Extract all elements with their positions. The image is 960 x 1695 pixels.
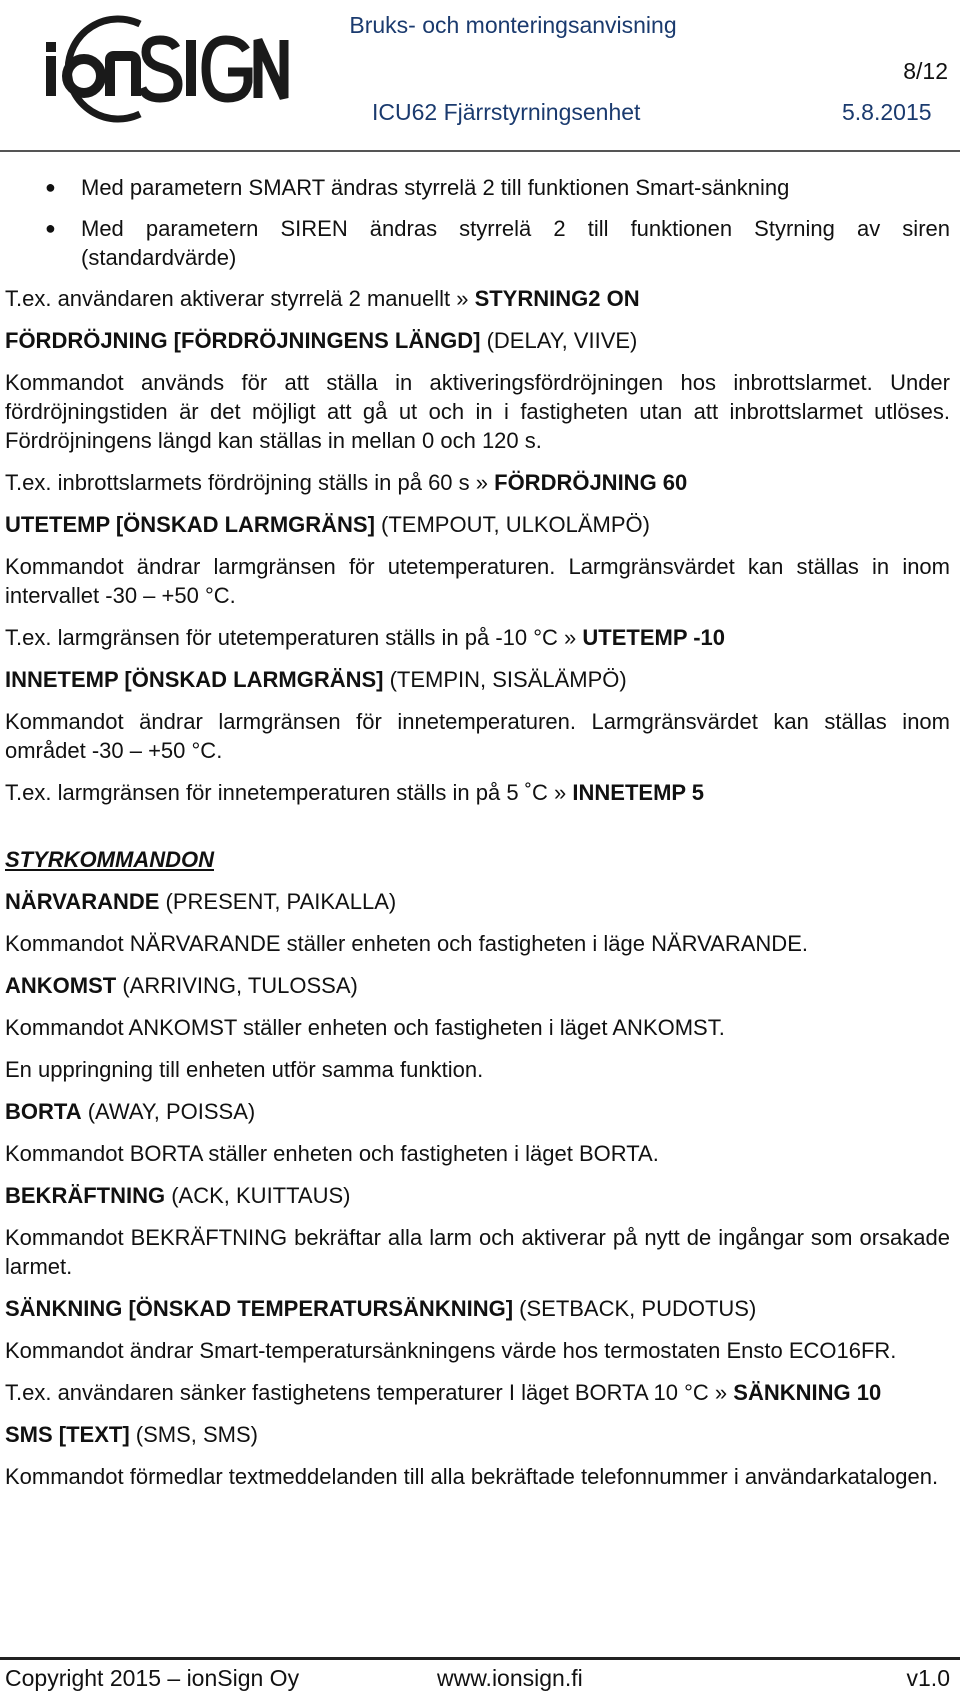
example-text: T.ex. larmgränsen för utetemperaturen ställs in på -10 °C » <box>5 625 583 650</box>
example-command: SÄNKNING 10 <box>733 1380 882 1405</box>
bullet-icon: ● <box>45 218 56 238</box>
command-heading <box>5 665 950 694</box>
section-heading: STYRKOMMANDON <box>5 847 214 872</box>
example-text: T.ex. användaren sänker fastighetens temperaturer I läget BORTA 10 °C » <box>5 1380 734 1405</box>
example-command: FÖRDRÖJNING 60 <box>494 470 688 495</box>
header-divider <box>0 150 960 152</box>
command-description: Kommandot ändrar Smart-temperatursänkningens värde hos termostaten Ensto ECO16FR. <box>5 1338 897 1363</box>
document-subtitle: ICU62 Fjärrstyrningsenhet <box>372 99 641 125</box>
list-item <box>5 214 950 272</box>
example-line <box>5 778 950 807</box>
command-aliases: (TEMPOUT, ULKOLÄMPÖ) <box>374 512 650 537</box>
command-description: Kommandot BEKRÄFTNING bekräftar alla larm och aktiverar på nytt de ingångar som orsakade larmet. <box>5 1225 950 1279</box>
command-heading <box>5 326 950 355</box>
command-description: Kommandot ändrar larmgränsen för utetemperaturen. Larmgränsvärdet kan ställas in inom intervallet -30 – +50 °C. <box>5 554 950 608</box>
command-name: FÖRDRÖJNING [FÖRDRÖJNINGENS LÄNGD] <box>5 328 481 353</box>
command-description: En uppringning till enheten utför samma funktion. <box>5 1057 484 1082</box>
document-date: 5.8.2015 <box>842 99 932 125</box>
command-heading <box>5 1097 950 1126</box>
command-description: Kommandot används för att ställa in aktiveringsfördröjningen hos inbrottslarmet. Under fördröjningstiden är det möjligt att gå ut och in i fastigheten utan att inbrottslarmet utlöses. Fördröjningens längd kan ställas in mellan 0 och 120 s. <box>5 370 950 453</box>
footer-version: v1.0 <box>906 1665 950 1691</box>
example-line <box>5 284 950 313</box>
command-name: SÄNKNING [ÖNSKAD TEMPERATURSÄNKNING] <box>5 1296 514 1321</box>
command-name: UTETEMP [ÖNSKAD LARMGRÄNS] <box>5 512 375 537</box>
list-item <box>5 173 950 202</box>
command-name: INNETEMP [ÖNSKAD LARMGRÄNS] <box>5 667 384 692</box>
command-aliases: (SETBACK, PUDOTUS) <box>513 1296 757 1321</box>
example-line <box>5 623 950 652</box>
command-heading <box>5 887 950 916</box>
command-description: Kommandot ANKOMST ställer enheten och fastigheten i läget ANKOMST. <box>5 1015 725 1040</box>
command-aliases: (ACK, KUITTAUS) <box>165 1183 351 1208</box>
command-heading <box>5 1294 950 1323</box>
command-name: NÄRVARANDE <box>5 889 160 914</box>
bullet-text: Med parametern SMART ändras styrrelä 2 till funktionen Smart-sänkning <box>81 175 790 200</box>
command-aliases: (PRESENT, PAIKALLA) <box>159 889 397 914</box>
ionsign-logo <box>22 10 297 128</box>
command-aliases: (ARRIVING, TULOSSA) <box>116 973 358 998</box>
example-command: INNETEMP 5 <box>572 780 705 805</box>
command-description: Kommandot ändrar larmgränsen för innetemperaturen. Larmgränsvärdet kan ställas inom området -30 – +50 °C. <box>5 709 950 763</box>
command-name: ANKOMST <box>5 973 117 998</box>
command-name: BEKRÄFTNING <box>5 1183 166 1208</box>
command-description: Kommandot förmedlar textmeddelanden till alla bekräftade telefonnummer i användarkatalogen. <box>5 1464 939 1489</box>
bullet-text: Med parametern SIREN ändras styrrelä 2 till funktionen Styrning av siren (standardvärde) <box>81 216 950 270</box>
example-text: T.ex. användaren aktiverar styrrelä 2 manuellt » <box>5 286 475 311</box>
command-heading <box>5 1181 950 1210</box>
footer-copyright: Copyright 2015 – ionSign Oy <box>5 1665 300 1691</box>
command-heading <box>5 971 950 1000</box>
page-number: 8/12 <box>903 58 948 84</box>
footer-website-link[interactable]: www.ionsign.fi <box>437 1665 583 1691</box>
command-aliases: (AWAY, POISSA) <box>81 1099 256 1124</box>
example-command: STYRNING2 ON <box>474 286 640 311</box>
command-heading <box>5 1420 950 1449</box>
command-description: Kommandot NÄRVARANDE ställer enheten och fastigheten i läge NÄRVARANDE. <box>5 931 808 956</box>
example-line <box>5 1378 950 1407</box>
command-name: BORTA <box>5 1099 82 1124</box>
page-content <box>5 173 950 1504</box>
footer-divider <box>0 1657 960 1660</box>
command-aliases: (DELAY, VIIVE) <box>480 328 638 353</box>
command-aliases: (TEMPIN, SISÄLÄMPÖ) <box>383 667 627 692</box>
document-title: Bruks- och monteringsanvisning <box>349 12 677 38</box>
example-command: UTETEMP -10 <box>582 625 726 650</box>
command-aliases: (SMS, SMS) <box>129 1422 259 1447</box>
command-heading <box>5 510 950 539</box>
example-text: T.ex. larmgränsen för innetemperaturen ställs in på 5 ˚C » <box>5 780 573 805</box>
example-line <box>5 468 950 497</box>
command-name: SMS [TEXT] <box>5 1422 130 1447</box>
bullet-icon: ● <box>45 177 56 197</box>
command-description: Kommandot BORTA ställer enheten och fastigheten i läget BORTA. <box>5 1141 659 1166</box>
example-text: T.ex. inbrottslarmets fördröjning ställs in på 60 s » <box>5 470 495 495</box>
